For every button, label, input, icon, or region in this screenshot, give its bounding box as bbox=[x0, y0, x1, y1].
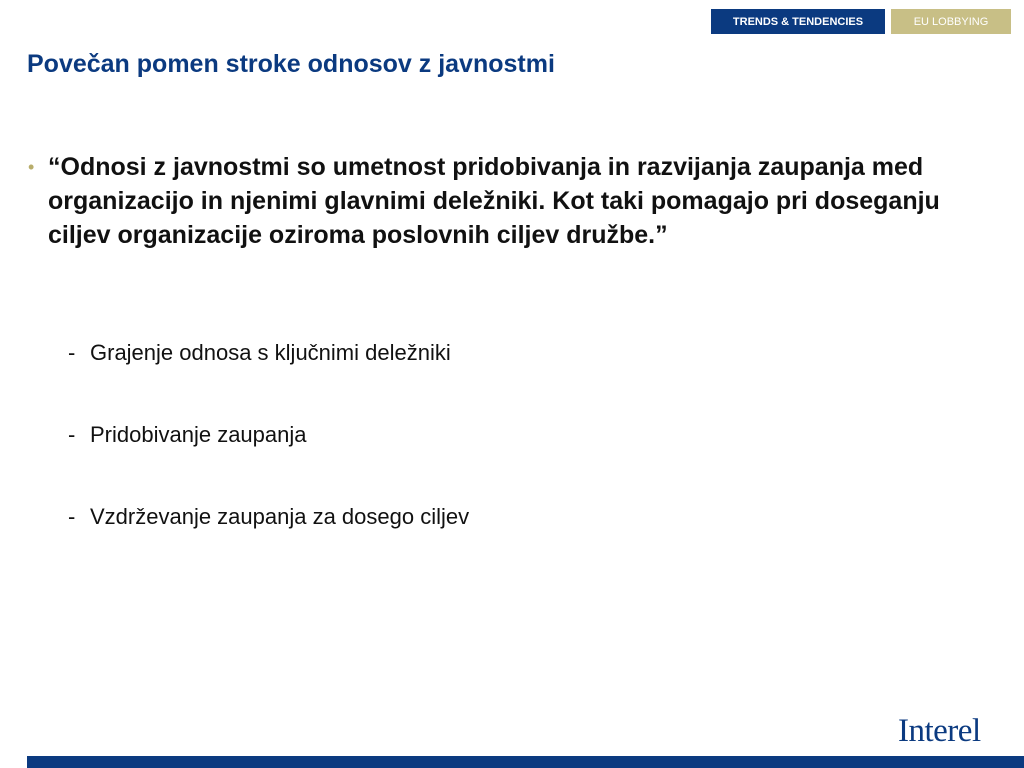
slide-title: Povečan pomen stroke odnosov z javnostmi bbox=[27, 50, 555, 78]
bullet-icon: • bbox=[28, 157, 35, 177]
main-bullet bbox=[28, 150, 978, 252]
tab-eu-lobbying[interactable]: EU LOBBYING bbox=[891, 9, 1011, 34]
dash-icon: - bbox=[68, 422, 76, 447]
sub-point-text: Vzdrževanje zaupanja za dosego ciljev bbox=[90, 504, 470, 529]
dash-icon: - bbox=[68, 504, 76, 529]
sub-point bbox=[68, 503, 469, 531]
dash-icon: - bbox=[68, 340, 76, 365]
sub-point bbox=[68, 421, 307, 449]
sub-point-text: Grajenje odnosa s ključnimi deležniki bbox=[90, 340, 451, 365]
sub-point-text: Pridobivanje zaupanja bbox=[90, 422, 307, 447]
tab-trends-tendencies[interactable]: TRENDS & TENDENCIES bbox=[711, 9, 885, 34]
main-bullet-text: “Odnosi z javnostmi so umetnost pridobivanja in razvijanja zaupanja med organizacijo in njenimi glavnimi deležniki. Kot taki pomagajo pri doseganju ciljev organizacije oziroma poslovnih ciljev družbe.” bbox=[48, 153, 940, 249]
sub-point bbox=[68, 339, 451, 367]
footer-bar bbox=[27, 756, 1024, 768]
interel-logo: Interel bbox=[898, 713, 981, 749]
